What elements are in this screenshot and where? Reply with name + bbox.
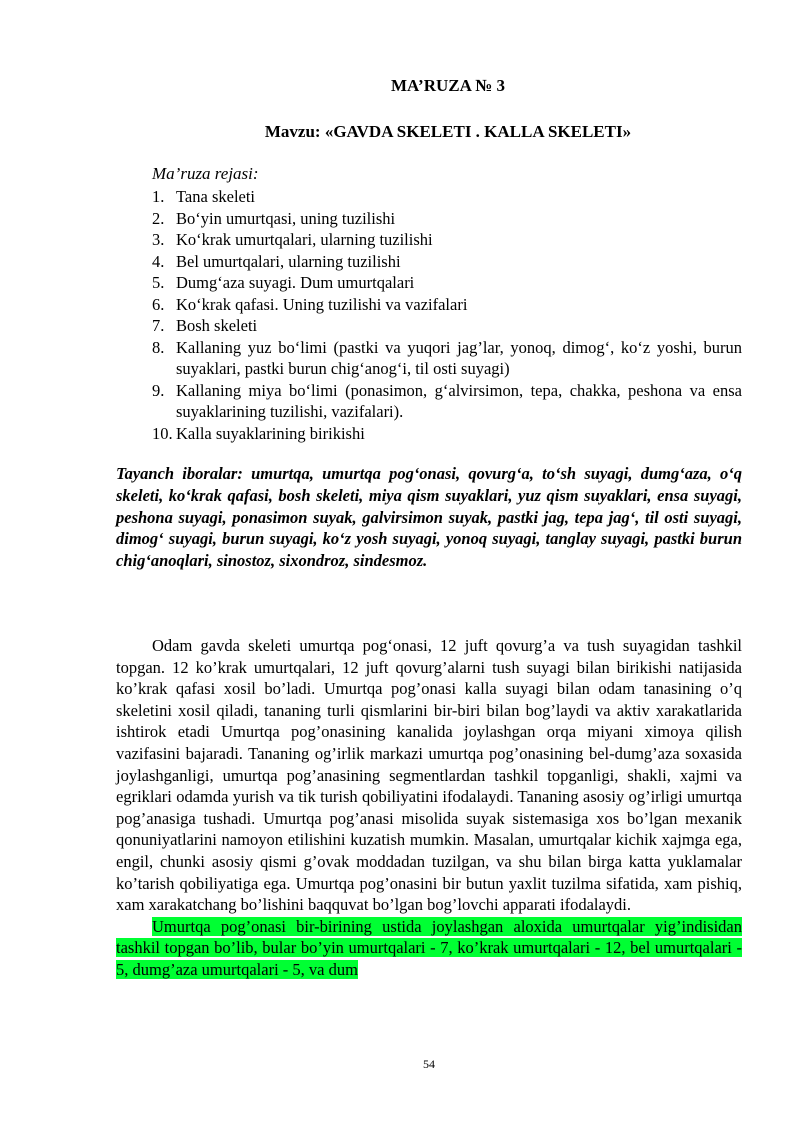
page-number: 54 bbox=[423, 1057, 435, 1071]
plan-item-number: 10. bbox=[152, 423, 173, 443]
plan-item-number: 3. bbox=[152, 230, 165, 249]
plan-item-text: Bosh skeleti bbox=[176, 316, 258, 335]
highlighted-paragraph bbox=[116, 916, 742, 981]
plan-item-number: 5. bbox=[152, 273, 165, 292]
lecture-subject: Mavzu: «GAVDA SKELETI . KALLA SKELETI» bbox=[264, 122, 632, 141]
plan-item bbox=[152, 272, 742, 294]
plan-item bbox=[152, 229, 742, 251]
plan-item-text: Kallaning miya bo‘limi (ponasimon, g‘alvirsimon, tepa, chakka, peshona va ensa suyaklarining tuzilishi, vazifalari). bbox=[176, 380, 742, 421]
body-text bbox=[116, 635, 742, 981]
plan-item-number: 4. bbox=[152, 251, 165, 271]
plan-item bbox=[152, 315, 742, 337]
plan-item-text: Kalla suyaklarining birikishi bbox=[176, 423, 365, 443]
plan-item bbox=[152, 186, 742, 208]
lecture-title: MA’RUZA № 3 bbox=[390, 76, 506, 95]
plan-item-text: Bel umurtqalari, ularning tuzilishi bbox=[176, 251, 401, 271]
plan-item-number: 7. bbox=[152, 316, 165, 335]
plan-item bbox=[152, 294, 742, 316]
plan-item bbox=[152, 208, 742, 230]
plan-item-number: 6. bbox=[152, 294, 165, 314]
plan-heading: Ma’ruza rejasi: bbox=[152, 164, 259, 183]
plan-item-number: 8. bbox=[152, 337, 165, 357]
plan-item-number: 9. bbox=[152, 380, 165, 400]
plan-item-number: 2. bbox=[152, 208, 165, 228]
plan-item bbox=[152, 380, 742, 423]
plan-item bbox=[152, 337, 742, 380]
plan-item-text: Tana skeleti bbox=[176, 187, 256, 206]
plan-item-text: Ko‘krak umurtqalari, ularning tuzilishi bbox=[176, 230, 433, 249]
plan-item-number: 1. bbox=[152, 187, 165, 206]
plan-item-text: Ko‘krak qafasi. Uning tuzilishi va vazifalari bbox=[176, 294, 468, 314]
key-terms-paragraph: Tayanch iboralar: umurtqa, umurtqa pog‘onasi, qovurg‘a, to‘sh suyagi, dumg‘aza, o‘q skeleti, ko‘krak qafasi, bosh skeleti, miya qism suyaklari, yuz qism suyaklari, ensa suyagi, peshona suyagi, ponasimon suyak, galvirsimon suyak, pastki jag, tepa jag‘, til osti suyagi, dimog‘ suyagi, burun suyagi, ko‘z yosh suyagi, yonoq suyagi, tanglay suyagi, pastki burun chig‘anoqlari, sinostoz, sixondroz, sindesmoz. bbox=[116, 464, 742, 571]
paragraph: Odam gavda skeleti umurtqa pog‘onasi, 12 juft qovurg’a va tush suyagidan tashkil topgan. 12 ko’krak umurtqalari, 12 juft qovurg’alarni tush suyagi bilan birikishi natijasida ko’krak qafasi xosil bo’ladi. Umurtqa pog’onasi kalla suyagi bilan odam tanasining o’q skeletini xosil qiladi, tananing turli qismlarini bir-biri bilan bog’laydi va aktiv xarakatlarida ishtirok etadi Umurtqa pog’onasining kanalida joylashgan orqa miyani ximoya qilish vazifasini bajaradi. Tananing og’irlik markazi umurtqa pog’onasining bel-dumg’aza soxasida joylashganligi, umurtqa pog’anasining segmentlardan tashkil topganligi, shakli, xajmi va egriklari odamda yurish va tik turish qobiliyatini ifodalaydi. Tananing asosiy og’irligi umurtqa pog’anasiga tushadi. Umurtqa pog’anasi misolida suyak sistemasiga xos bo’lgan mexanik qonuniyatlarini namoyon etilishini kuzatish mumkin. Masalan, umurtqalar kichik xajmga ega, engil, chunki asosiy qismi g’ovak moddadan tuzilgan, va shu bilan birga katta yuklamalar ko’tarish qobiliyatiga ega. Umurtqa pog’onasini bir butun yaxlit tuzilma sifatida, xam pishiq, xam xarakatchang bo’lishini baqquvat bo’lgan bog’lovchi apparati ifodalaydi. bbox=[116, 636, 742, 915]
plan-item-text: Dumg‘aza suyagi. Dum umurtqalari bbox=[176, 273, 415, 292]
plan-item-text: Kallaning yuz bo‘limi (pastki va yuqori jag’lar, yonoq, dimog‘, ko‘z yoshi, burun suyaklari, pastki burun chig‘anog‘i, til osti suyagi) bbox=[176, 337, 742, 378]
plan-item bbox=[152, 423, 742, 445]
plan-item bbox=[152, 251, 742, 273]
plan-list bbox=[152, 186, 742, 444]
highlighted-text: Umurtqa pog’onasi bir-birining ustida joylashgan aloxida umurtqalar yig’indisidan tashkil topgan bo’lib, bular bo’yin umurtqalari - 7, ko’krak umurtqalari - 12, bel umurtqalari - 5, dumg’aza umurtqalari - 5, va dum bbox=[116, 916, 742, 979]
plan-item-text: Bo‘yin umurtqasi, uning tuzilishi bbox=[176, 208, 396, 228]
